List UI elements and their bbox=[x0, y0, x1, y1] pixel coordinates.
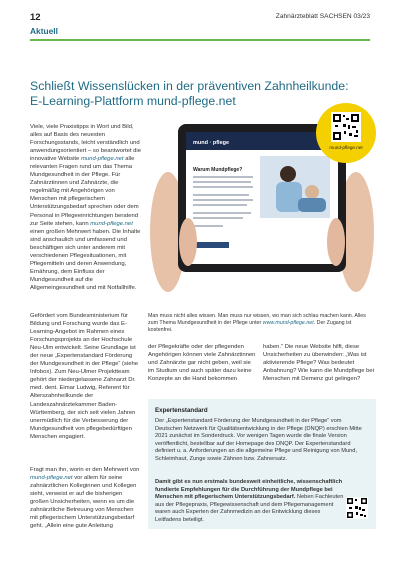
infobox bbox=[148, 399, 376, 529]
caption-link[interactable]: www.mund-pflege.net bbox=[262, 320, 314, 326]
text: Viele, viele Praxistipps in Wort und Bild, alles auf Basis des neuesten Forschungsstands, leicht verständlich und anwendungsorientiert – so beantwortet die innovative Website bbox=[30, 124, 142, 163]
bold-text: Damit gibt es nun erstmals bundesweit einheitliche, wissenschaftlich fundierte Empfehlungen für die Durchführung der Mundpflege bei Menschen mit pflegerischem Unterstützungsbedarf. bbox=[155, 479, 343, 501]
text: Man muss nicht alles wissen. Man muss nur wissen, wo man sich schlau machen kann. Alles zum Thema Mundgesundheit in der Pflege unter bbox=[148, 313, 366, 326]
section-label: Aktuell bbox=[30, 26, 58, 36]
infobox-qr-code-icon[interactable] bbox=[346, 497, 368, 519]
qr-label: mund-pflege.net bbox=[329, 145, 363, 150]
image-caption bbox=[148, 313, 376, 334]
infobox-title: Expertenstandard bbox=[155, 407, 208, 414]
website-link[interactable]: mund-pflege.net bbox=[90, 220, 133, 227]
article-paragraph-3 bbox=[30, 466, 142, 530]
qr-code-icon[interactable] bbox=[331, 112, 361, 142]
headline-line-1: Schließt Wissenslücken in der präventiven Zahnheilkunde: bbox=[30, 79, 349, 93]
article-paragraph-col2: der Pflegekräfte oder der pflegenden Angehörigen können viele Zahnärztinnen und Zahnärzte gar nicht geben, weil sie im Studium und auch später dazu keine Konzepte an die Hand bekommen bbox=[148, 344, 256, 383]
article-paragraph-col3: haben.“ Die neue Website hilft, diese Unsicherheiten zu überwinden: „Was ist aktivierende Pflege? Was bedeutet Anbahnung? Wie kann die Mundpflege bei Menschen mit Demenz gut gelingen? bbox=[263, 344, 375, 383]
article-paragraph-1 bbox=[30, 123, 142, 292]
website-link[interactable]: mund-pflege.net bbox=[80, 156, 124, 163]
page-number: 12 bbox=[30, 12, 41, 23]
text: alle relevanten Fragen rund um das Thema Mundgesundheit in der Pflege. Für Zahnärztinnen und Zahnärzte, die regelmäßig mit Angehörigen von Menschen mit pflegerischem Unterstützungsbedarf sprechen oder dem Personal in Pflegeeinrichtungen beratend zur Seite stehen, kann bbox=[30, 156, 139, 227]
article-paragraph-2: Gefördert vom Bundesministerium für Bildung und Forschung wurde das E-Learning-Angebot im Rahmen eines Forschungsprojekts an der Hochschule Neu-Ulm entwickelt. Seine Grundlage ist der neue „Expertenstandard Förderung der Mundgesundheit in der Pflege“ (siehe Infobox). Zum Neu-Ulmer Projektteam gehört der niedergelassene Zahnarzt Dr. med. dent. Eimar Ludwig, Referent für Alterszahnheilkunde der Landeszahnärztekammer Baden-Württemberg, der sich seit vielen Jahren unermüdlich für die Verbesserung der Mundgesundheit von pflegebedürftigen Menschen engagiert. bbox=[30, 313, 139, 440]
text: . Der Zugang ist kostenfrei. bbox=[148, 320, 352, 333]
text: Fragt man ihn, worin er den Mehrwert von bbox=[30, 467, 140, 473]
text: einen großen Mehrwert haben. Die Inhalte sind anschaulich und umfassend und beschäftigen sich unter anderem mit verschiedenen Pflegesituationen, mit Pflegemitteln und deren Anwendung, Ernährung, dem Einfluss der Mundgesundheit auf die Allgemeingesundheit und mit Notfallhilfe. bbox=[30, 228, 141, 291]
screen-title: Warum Mundpflege? bbox=[193, 167, 243, 173]
qr-badge bbox=[316, 103, 376, 163]
section-divider bbox=[30, 39, 370, 41]
headline-line-2: E-Learning-Plattform mund-pflege.net bbox=[30, 94, 236, 108]
text: vor allem für seine zahnärztlichen Kolleginnen und Kollegen sieht, verweist er auf die bisherigen großen Unsicherheiten, wenn es um die zahnärztliche Betreuung von Menschen mit pflegerischem Unterstützungsbedarf geht. „Allein eine gute Anleitung bbox=[30, 475, 137, 530]
article-headline bbox=[30, 79, 375, 109]
magazine-title: Zahnärzteblatt SACHSEN 03/23 bbox=[275, 13, 370, 20]
infobox-emphasis bbox=[155, 479, 345, 525]
infobox-body: Der „Expertenstandard Förderung der Mundgesundheit in der Pflege“ vom Deutschen Netzwerk für Qualitätsentwicklung in der Pflege (DNQP) erschien Mitte 2021 zunächst im Sonderdruck. Vor wenigen Tagen wurde die finale Version veröffentlicht, bestellbar auf der Homepage des DNQP. Der Expertenstandard definiert u. a. Anforderungen an die allgemeine Pflege und Reinigung von Mund, Schleimhaut, Zunge sowie Zähnen bzw. Zahnersatz. bbox=[155, 418, 362, 462]
screen-brand: mund · pflege bbox=[193, 140, 230, 146]
text: Neben Fachleuten aus der Pflegepraxis, Pflegewissenschaft und dem Pflegemanagement waren auch Experten der Zahnmedizin an der Entwicklung dieses Leitfadens beteiligt. bbox=[155, 494, 344, 523]
website-link[interactable]: mund-pflege.net bbox=[30, 475, 73, 482]
